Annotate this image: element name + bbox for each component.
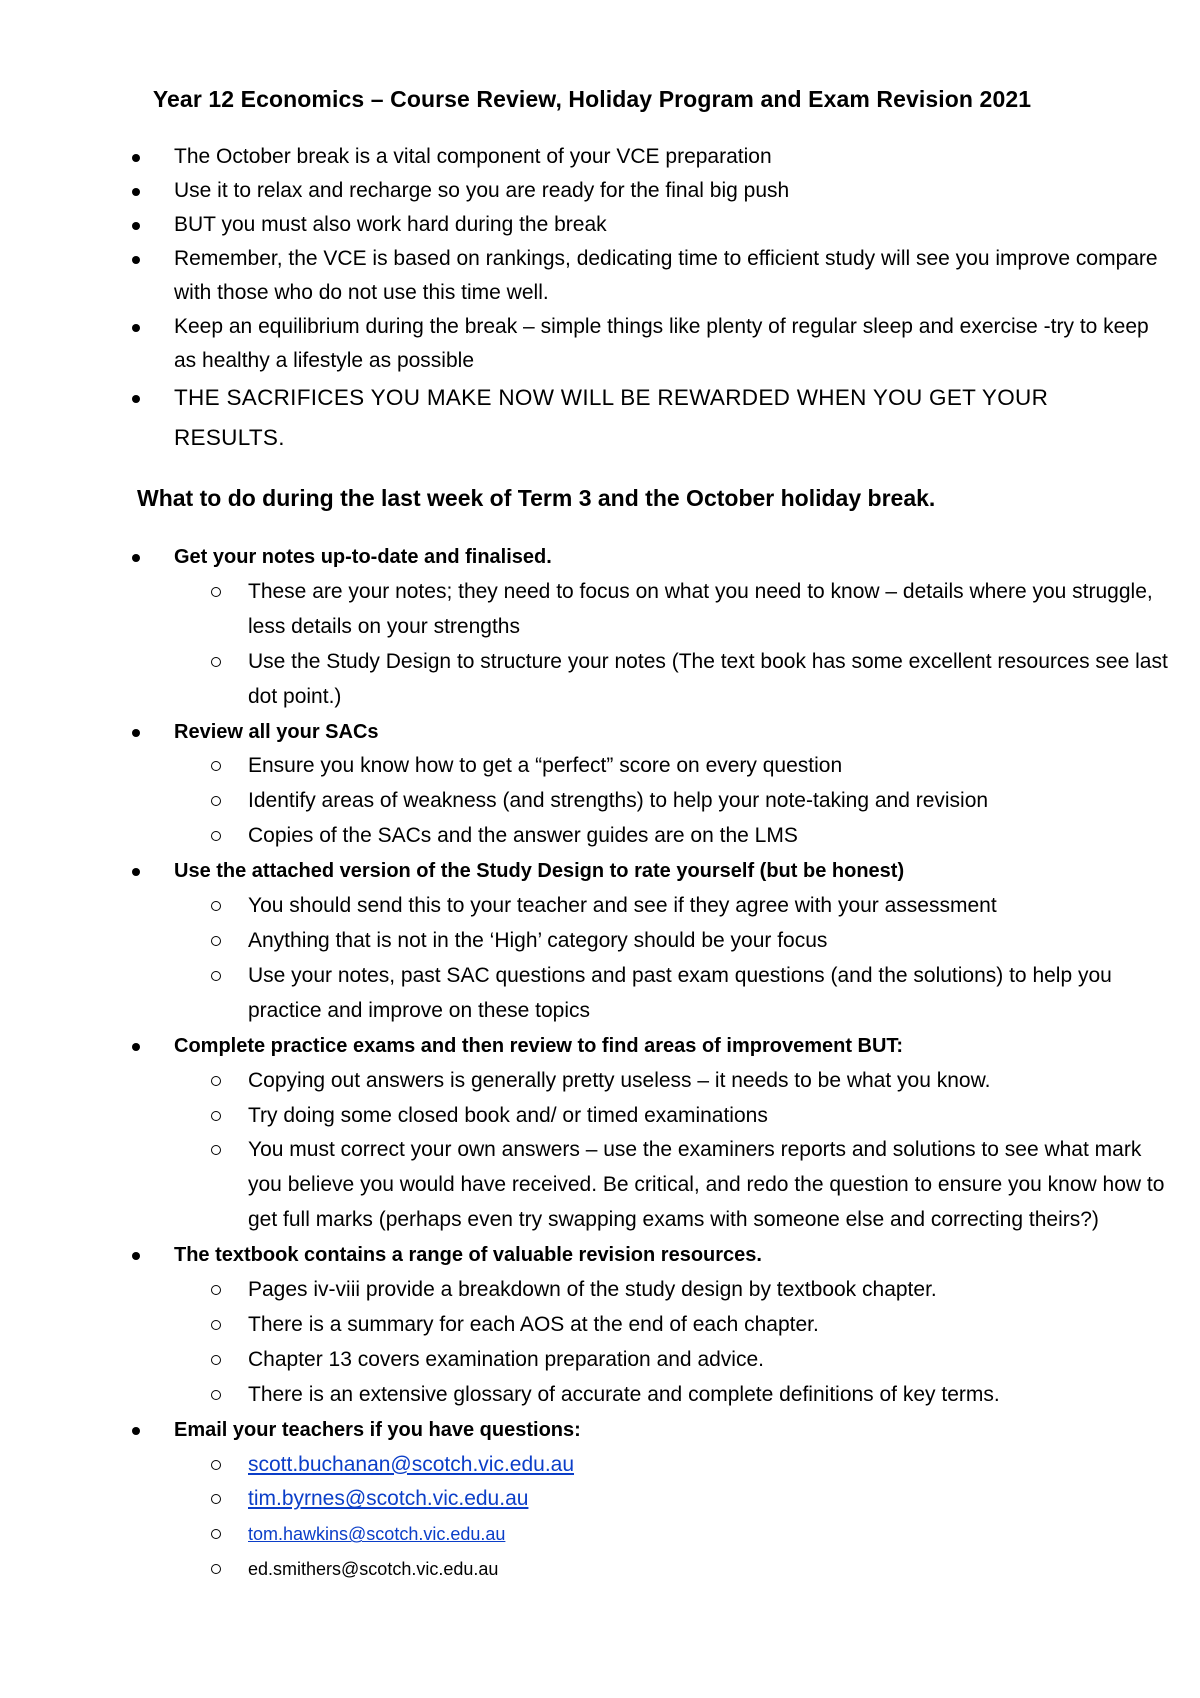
sub-item: Copies of the SACs and the answer guides are on the LMS bbox=[174, 819, 1170, 854]
action-item-notes bbox=[130, 540, 1170, 715]
intro-item: BUT you must also work hard during the break bbox=[130, 208, 1160, 242]
sub-item: You must correct your own answers – use the examiners reports and solutions to see what mark you believe you would have received. Be critical, and redo the question to ensure you know how to get full marks (perhaps even try swapping exams with someone else and correcting theirs?) bbox=[174, 1133, 1170, 1238]
sub-list bbox=[174, 889, 1170, 1029]
sub-list bbox=[174, 749, 1170, 854]
sub-item: You should send this to your teacher and see if they agree with your assessment bbox=[174, 889, 1170, 924]
intro-item: The October break is a vital component of your VCE preparation bbox=[130, 140, 1160, 174]
sub-item: There is an extensive glossary of accurate and complete definitions of key terms. bbox=[174, 1378, 1170, 1413]
email-text-ed-smithers: ed.smithers@scotch.vic.edu.au bbox=[248, 1559, 499, 1580]
sub-list bbox=[174, 575, 1170, 715]
sub-item: Use your notes, past SAC questions and past exam questions (and the solutions) to help you practice and improve on these topics bbox=[174, 959, 1170, 1029]
sub-item: Pages iv-viii provide a breakdown of the study design by textbook chapter. bbox=[174, 1273, 1170, 1308]
sub-item: Ensure you know how to get a “perfect” score on every question bbox=[174, 749, 1170, 784]
action-list bbox=[130, 540, 1170, 1587]
document-title: Year 12 Economics – Course Review, Holiday Program and Exam Revision 2021 bbox=[152, 86, 1032, 112]
sub-list bbox=[174, 1064, 1170, 1239]
email-list bbox=[174, 1448, 1170, 1588]
intro-list bbox=[130, 140, 1160, 458]
action-item-study-design bbox=[130, 854, 1170, 1029]
action-item-textbook bbox=[130, 1238, 1170, 1413]
email-link-tom-hawkins[interactable]: tom.hawkins@scotch.vic.edu.au bbox=[248, 1524, 506, 1545]
sub-item: Copying out answers is generally pretty useless – it needs to be what you know. bbox=[174, 1064, 1170, 1099]
sub-item: There is a summary for each AOS at the end of each chapter. bbox=[174, 1308, 1170, 1343]
email-link-scott-buchanan[interactable]: scott.buchanan@scotch.vic.edu.au bbox=[248, 1452, 575, 1476]
email-item bbox=[174, 1482, 1170, 1517]
action-heading: Review all your SACs bbox=[174, 720, 379, 743]
sub-item: Try doing some closed book and/ or timed examinations bbox=[174, 1099, 1170, 1134]
action-heading: Complete practice exams and then review to find areas of improvement BUT: bbox=[174, 1034, 904, 1057]
sub-item: These are your notes; they need to focus on what you need to know – details where you struggle, less details on your strengths bbox=[174, 575, 1170, 645]
intro-item-emphasis: THE SACRIFICES YOU MAKE NOW WILL BE REWARDED WHEN YOU GET YOUR RESULTS. bbox=[130, 378, 1160, 458]
action-heading: The textbook contains a range of valuable revision resources. bbox=[174, 1244, 762, 1267]
email-link-tim-byrnes[interactable]: tim.byrnes@scotch.vic.edu.au bbox=[248, 1487, 529, 1511]
action-heading: Use the attached version of the Study Design to rate yourself (but be honest) bbox=[174, 860, 905, 883]
section-heading: What to do during the last week of Term 3 and the October holiday break. bbox=[137, 485, 936, 511]
sub-item: Chapter 13 covers examination preparation and advice. bbox=[174, 1343, 1170, 1378]
action-heading: Get your notes up-to-date and finalised. bbox=[174, 546, 552, 568]
action-item-practice-exams bbox=[130, 1029, 1170, 1238]
intro-item: Use it to relax and recharge so you are ready for the final big push bbox=[130, 174, 1160, 208]
sub-item: Identify areas of weakness (and strengths) to help your note-taking and revision bbox=[174, 784, 1170, 819]
intro-item: Remember, the VCE is based on rankings, dedicating time to efficient study will see you improve compare with those who do not use this time well. bbox=[130, 242, 1160, 310]
email-item bbox=[174, 1517, 1170, 1552]
sub-list bbox=[174, 1273, 1170, 1413]
action-item-sacs bbox=[130, 715, 1170, 855]
email-item bbox=[174, 1448, 1170, 1483]
sub-item: Anything that is not in the ‘High’ category should be your focus bbox=[174, 924, 1170, 959]
email-item bbox=[174, 1552, 1170, 1587]
sub-item: Use the Study Design to structure your notes (The text book has some excellent resources see last dot point.) bbox=[174, 645, 1170, 715]
intro-item: Keep an equilibrium during the break – simple things like plenty of regular sleep and exercise -try to keep as healthy a lifestyle as possible bbox=[130, 310, 1160, 378]
action-heading: Email your teachers if you have questions: bbox=[174, 1418, 581, 1441]
action-item-email-teachers bbox=[130, 1413, 1170, 1588]
